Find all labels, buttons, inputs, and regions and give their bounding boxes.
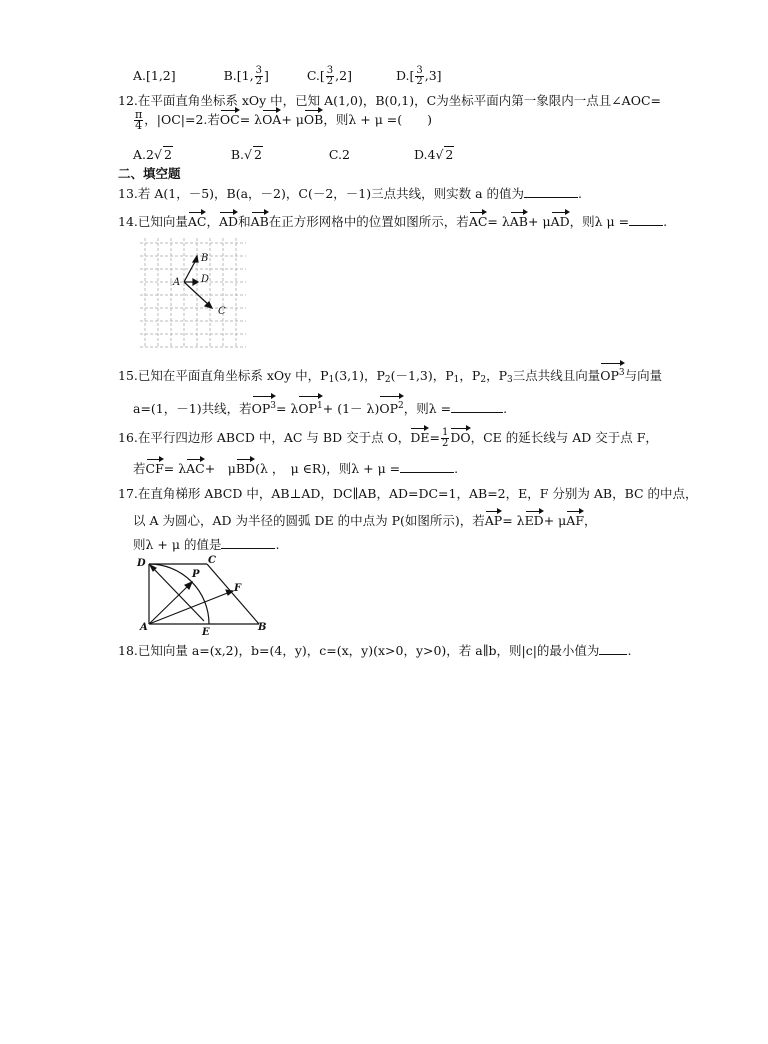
fig17-label-e: E bbox=[202, 627, 210, 636]
q12-option-d: D.4√ 2 bbox=[413, 147, 454, 162]
q13-line: 13.若 A(1，－5)，B(a，－2)，C(－2，－1)三点共线，则实数 a 的值为 . bbox=[118, 186, 582, 201]
q17-trapezoid-figure bbox=[136, 554, 272, 636]
fig17-label-p: P bbox=[192, 569, 200, 580]
q17-line2: 以 A 为圆心，AD 为半径的圆弧 DE 的中点为 P(如图所示)，若AP= λED+ μAF， bbox=[133, 513, 597, 528]
q14-grid-figure bbox=[140, 238, 246, 348]
q12-line2: $\frac{\pi}{4}$ ，|OC|=2.若OC= λOA+ μOB，则λ + μ =( ) bbox=[135, 108, 433, 132]
fig17-label-f: F bbox=[234, 583, 242, 594]
fig17-label-d: D bbox=[137, 558, 146, 569]
q12-option-b: B.√ 2 bbox=[230, 147, 262, 162]
q17-line1: 17.在直角梯形 ABCD 中，AB⊥AD，DC∥AB，AD=DC=1，AB=2，E，F 分别为 AB，BC 的中点， bbox=[118, 486, 698, 501]
fig14-label-a: A bbox=[173, 277, 181, 288]
q16-line2: 若CF= λAC+ μBD(λ ， μ ∈R)，则λ + μ = . bbox=[133, 461, 459, 476]
arrow-b-icon bbox=[193, 256, 198, 262]
q15-line1: 15.已知在平面直角坐标系 xOy 中，$P_1(3,1)$，$P_2(-1,3)$，$P_1$，$P_2$，$P_3$三点共线且向量$OP^3$与向量 bbox=[118, 363, 662, 388]
fig14-label-d: D bbox=[201, 274, 210, 285]
fig17-label-b: B bbox=[258, 622, 267, 633]
q11-options bbox=[133, 66, 442, 87]
q12-options bbox=[133, 146, 454, 163]
fig14-label-b: B bbox=[201, 253, 209, 264]
q16-line1: 16.在平行四边形 ABCD 中，AC 与 BD 交于点 O，DE= $\frac{1}{2}$ DO，CE 的延长线与 AD 交于点 F， bbox=[118, 427, 658, 449]
q12-option-c: C.2 bbox=[328, 147, 350, 162]
vector-af bbox=[149, 592, 230, 624]
q11-option-a: A.[1,2] bbox=[133, 68, 176, 83]
q11-option-c: C.[ $\frac{3}{2}$ ,2] bbox=[306, 65, 352, 87]
q18-line: 18.已知向量 a=(x,2)，b=(4，y)，c=(x，y)(x>0，y>0)，若 a∥b，则|c|的最小值为 . bbox=[118, 643, 632, 658]
q11-option-b: B.[1, $\frac{3}{2}$ ] bbox=[223, 65, 269, 87]
q11-option-d: D.[ $\frac{3}{2}$ ,3] bbox=[395, 65, 442, 87]
section-title: 二、填空题 bbox=[118, 166, 181, 181]
q12-line1: 12.在平面直角坐标系 xOy 中，已知 A(1,0)，B(0,1)，C为坐标平面内第一象限内一点且∠AOC= bbox=[118, 93, 661, 108]
q15-line2: a=(1，－1)共线，若$OP^3= \lambda OP^1+ (1- \lambda)OP^2$，则λ = . bbox=[133, 396, 507, 417]
vector-ap bbox=[149, 584, 190, 624]
fig17-label-c: C bbox=[208, 555, 216, 566]
fig14-label-c: C bbox=[218, 306, 226, 317]
q12-option-a: A.2√ 2 bbox=[133, 147, 172, 162]
fig17-label-a: A bbox=[140, 622, 148, 633]
arrow-f-icon bbox=[226, 590, 233, 595]
side-cb bbox=[207, 564, 259, 624]
q17-line3: 则λ + μ 的值是 . bbox=[133, 537, 280, 552]
q14-line: 14.已知向量AC，AD和AB在正方形网格中的位置如图所示，若AC= λAB+ μAD，则λ μ = . bbox=[118, 214, 668, 229]
